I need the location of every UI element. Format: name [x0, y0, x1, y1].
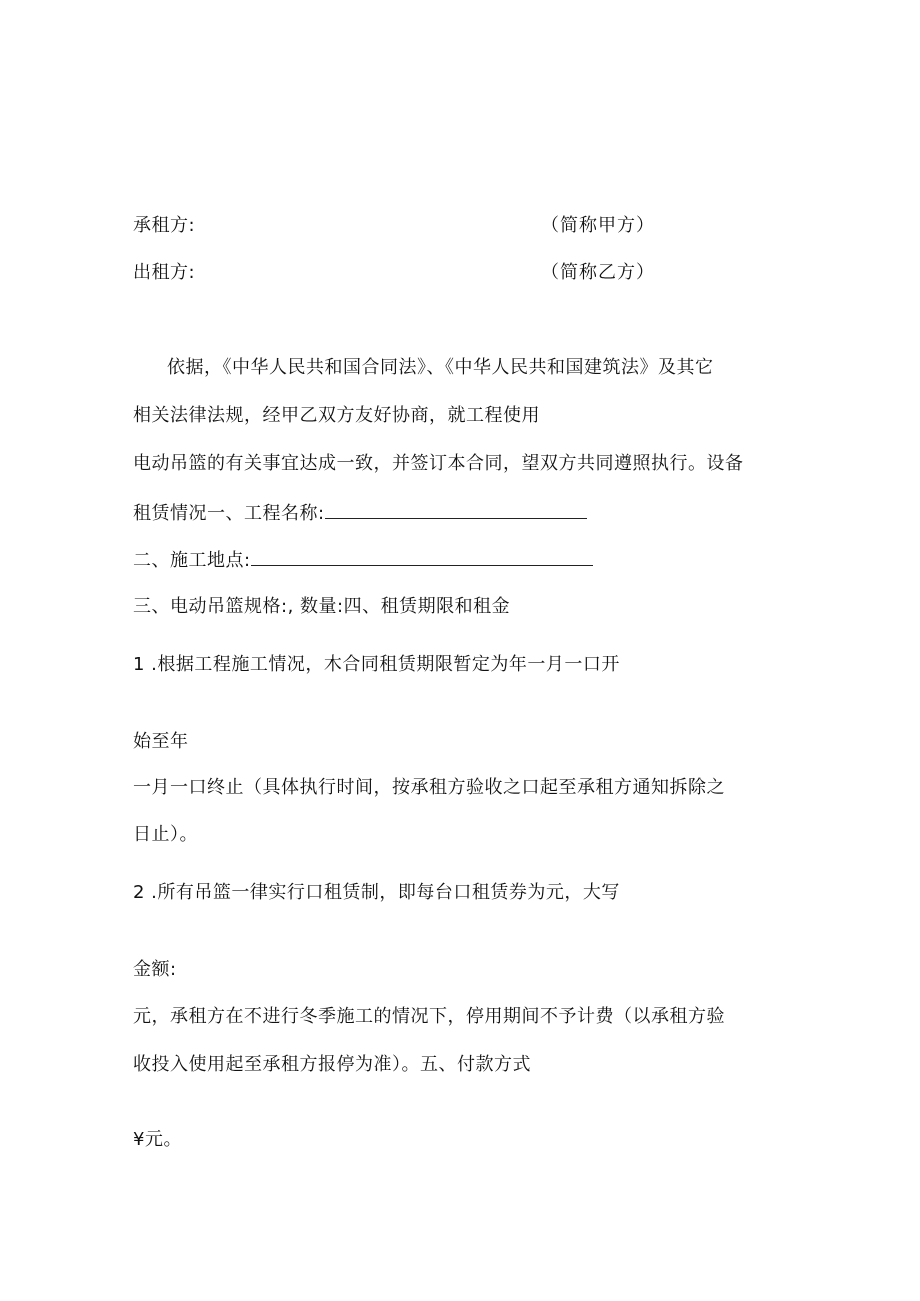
lessee-abbreviation: （简称甲方）	[541, 215, 655, 236]
project-name-label: 租赁情况一、工程名称:	[133, 503, 325, 524]
project-name-line	[133, 500, 587, 526]
lessee-label: 承租方:	[133, 215, 196, 236]
paragraph-line-3: 电动吊篮的有关事宜达成一致，并签订本合同，望双方共同遵照执行。设备	[133, 453, 744, 474]
specification-line: 三、电动吊篮规格:, 数量:四、租赁期限和租金	[133, 596, 511, 617]
yuan-amount: ¥元。	[133, 1129, 182, 1150]
billing-note-continued: 收投入使用起至承租方报停为准）。五、付款方式	[133, 1054, 531, 1075]
lease-term-end-continued: 日止）。	[133, 824, 198, 845]
lessor-abbreviation: （简称乙方）	[541, 262, 655, 283]
site-location-line	[133, 547, 593, 573]
lessor-label: 出租方:	[133, 262, 196, 283]
paragraph-line-1: 依据，《中华人民共和国合同法》、《中华人民共和国建筑法》及其它	[167, 357, 714, 378]
lease-term-clause-1: 1 .根据工程施工情况，木合同租赁期限暂定为年一月一口开	[133, 654, 620, 675]
project-name-blank	[325, 500, 587, 519]
paragraph-line-2: 相关法律法规，经甲乙双方友好协商，就工程使用	[133, 405, 540, 426]
billing-note: 元，承租方在不进行冬季施工的情况下，停用期间不予计费（以承租方验	[133, 1006, 725, 1027]
site-location-label: 二、施工地点:	[133, 550, 251, 571]
lease-term-continued: 始至年	[133, 731, 189, 752]
lease-term-end: 一月一口终止（具体执行时间，按承租方验收之口起至承租方通知拆除之	[133, 777, 725, 798]
site-location-blank	[251, 547, 593, 566]
rent-clause-2: 2 .所有吊篮一律实行口租赁制，即每台口租赁券为元，大写	[133, 882, 620, 903]
amount-label: 金额:	[133, 959, 177, 980]
